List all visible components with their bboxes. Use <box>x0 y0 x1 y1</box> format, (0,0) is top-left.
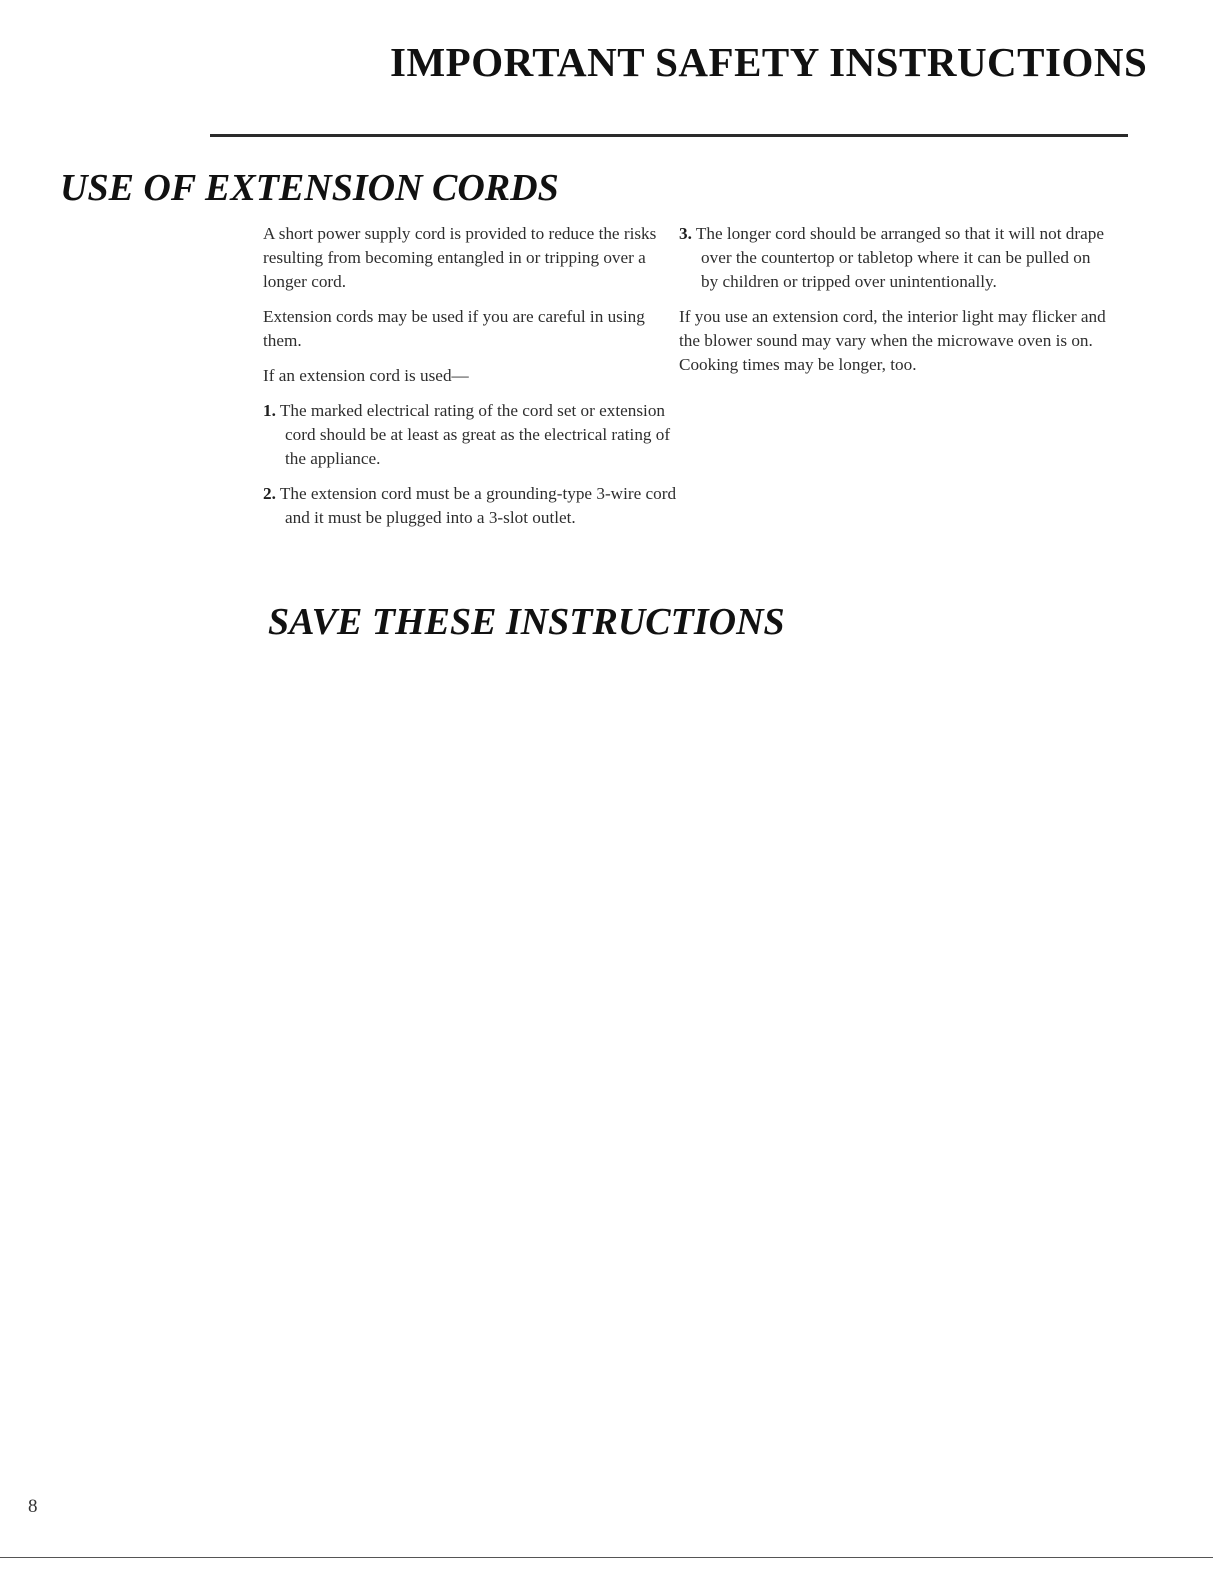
usage-paragraph: Extension cords may be used if you are careful in using them. <box>263 307 645 350</box>
list-item-text: The longer cord should be arranged so that it will not drape over the countertop or tabletop where it can be pulled on by children or tripped over unintentionally. <box>695 224 1104 291</box>
list-item-number: 1. <box>263 401 276 420</box>
list-item <box>263 482 683 530</box>
page-header-title: IMPORTANT SAFETY INSTRUCTIONS <box>390 39 1148 85</box>
list-item-text: The marked electrical rating of the cord set or extension cord should be at least as great as the electrical rating of the appliance. <box>279 401 671 468</box>
list-item <box>263 399 683 471</box>
list-item <box>679 222 1109 294</box>
condition-paragraph: If an extension cord is used— <box>263 366 469 385</box>
header-divider <box>210 134 1128 137</box>
footer-divider <box>0 1557 1213 1558</box>
list-item-text: The extension cord must be a grounding-type 3-wire cord and it must be plugged into a 3-slot outlet. <box>279 484 677 527</box>
note-paragraph: If you use an extension cord, the interior light may flicker and the blower sound may vary when the microwave oven is on. Cooking times may be longer, too. <box>679 307 1106 374</box>
list-item-number: 2. <box>263 484 276 503</box>
section-title: USE OF EXTENSION CORDS <box>60 167 559 209</box>
list-item-number: 3. <box>679 224 692 243</box>
right-column <box>679 222 1109 388</box>
save-instructions-title: SAVE THESE INSTRUCTIONS <box>268 601 785 643</box>
page-number: 8 <box>28 1496 38 1517</box>
left-column <box>263 222 683 541</box>
intro-paragraph: A short power supply cord is provided to reduce the risks resulting from becoming entangled in or tripping over a longer cord. <box>263 224 657 291</box>
